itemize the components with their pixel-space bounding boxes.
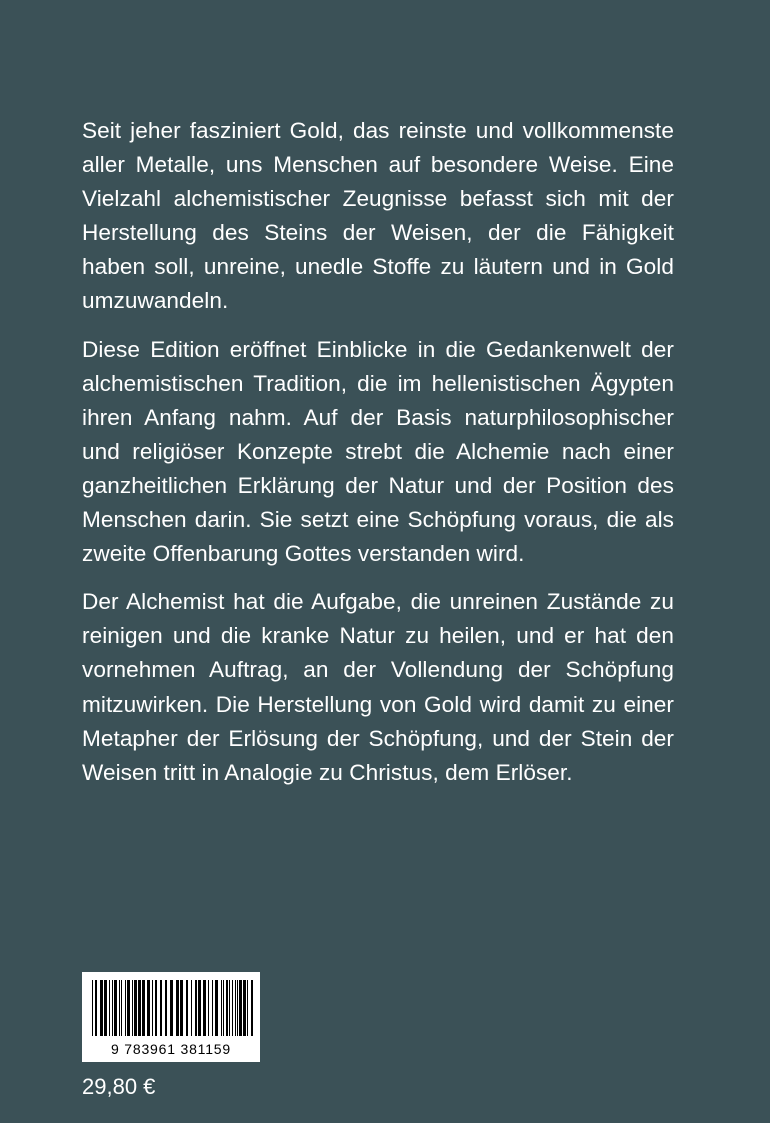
barcode-bar	[121, 980, 122, 1036]
barcode-bar	[152, 980, 153, 1036]
barcode-bar	[203, 980, 206, 1036]
barcode-bar	[127, 980, 130, 1036]
barcode-bar	[170, 980, 173, 1036]
barcode-bar	[251, 980, 253, 1036]
barcode-bar	[223, 980, 224, 1036]
barcode-bar	[221, 980, 222, 1036]
barcode-bar	[155, 980, 157, 1036]
isbn-barcode	[82, 972, 260, 1062]
barcode-bar	[114, 980, 117, 1036]
barcode-bar	[229, 980, 230, 1036]
barcode-bar	[232, 980, 233, 1036]
barcode-bar	[147, 980, 150, 1036]
barcode-bar	[95, 980, 97, 1036]
barcode-bar	[212, 980, 213, 1036]
blurb-paragraph-3: Der Alchemist hat die Aufgabe, die unreinen Zustände zu reinigen und die kranke Natur zu heilen, und er hat den vornehmen Auftrag, an der Vollendung der Schöpfung mitzuwirken. Die Herstellung von Gold wird damit zu einer Metapher der Erlösung der Schöpfung, und der Stein der Weisen tritt in Analogie zu Christus, dem Erlöser.	[82, 589, 674, 785]
barcode-bar	[237, 980, 238, 1036]
barcode-bar	[160, 980, 162, 1036]
barcode-bar	[132, 980, 133, 1036]
barcode-bar	[100, 980, 103, 1036]
barcode-bar	[92, 980, 93, 1036]
barcode-bar	[235, 980, 236, 1036]
barcode-bar	[191, 980, 192, 1036]
barcode-bar	[165, 980, 167, 1036]
isbn-digits: 9 783961 381159	[111, 1041, 231, 1057]
barcode-bar	[243, 980, 246, 1036]
barcode-bar	[125, 980, 126, 1036]
barcode-bars	[82, 972, 260, 1038]
blurb-paragraph-1: Seit jeher fasziniert Gold, das reinste und vollkommenste aller Metalle, uns Menschen auf besondere Weise. Eine Vielzahl alchemistischer Zeugnisse befasst sich mit der Herstellung des Steins der Weisen, der die Fähigkeit haben soll, unreine, unedle Stoffe zu läutern und in Gold umzuwandeln.	[82, 118, 674, 314]
barcode-bar	[186, 980, 188, 1036]
barcode-bar	[176, 980, 179, 1036]
barcode-bar	[138, 980, 141, 1036]
barcode-bar	[142, 980, 145, 1036]
barcode-bar	[109, 980, 110, 1036]
barcode-bar	[195, 980, 197, 1036]
barcode-bar	[239, 980, 242, 1036]
barcode-bar	[104, 980, 107, 1036]
barcode-bar	[180, 980, 183, 1036]
barcode-bar	[215, 980, 218, 1036]
blurb-text	[82, 114, 674, 804]
barcode-bar	[198, 980, 201, 1036]
barcode-bar	[134, 980, 137, 1036]
price-label: 29,80 €	[82, 1074, 156, 1099]
barcode-bar	[208, 980, 209, 1036]
barcode-bar	[247, 980, 248, 1036]
barcode-bar	[226, 980, 228, 1036]
barcode-bar	[112, 980, 113, 1036]
blurb-paragraph-2: Diese Edition eröffnet Einblicke in die Gedankenwelt der alchemistischen Tradition, die im hellenistischen Ägypten ihren Anfang nahm. Auf der Basis naturphilosophischer und religiöser Konzepte strebt die Alchemie nach einer ganzheitlichen Erklärung der Natur und der Position des Menschen darin. Sie setzt eine Schöpfung voraus, die als zweite Offenbarung Gottes verstanden wird.	[82, 336, 674, 567]
barcode-bar	[119, 980, 120, 1036]
